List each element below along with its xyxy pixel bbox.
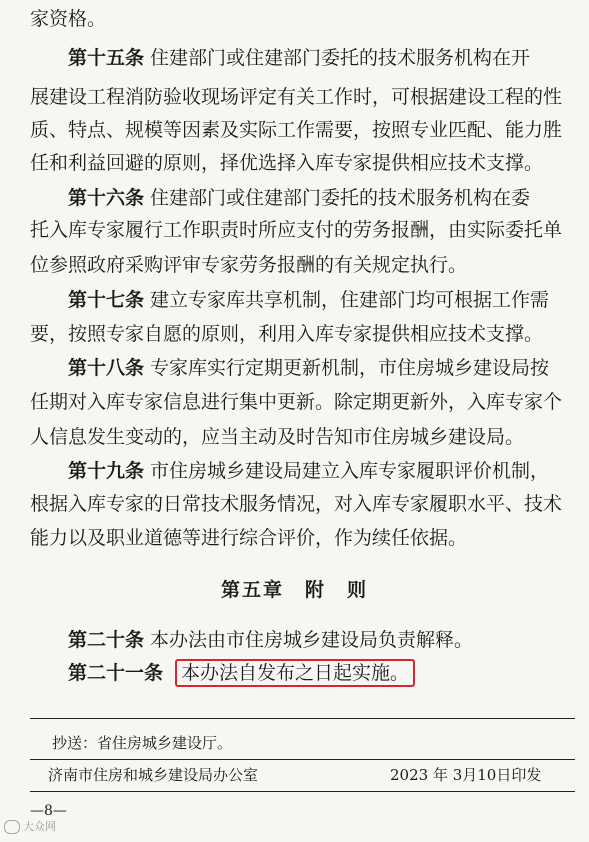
article-text: 专家库实行定期更新机制，市住房城乡建设局按	[150, 357, 550, 379]
cc-line: 抄送：省住房城乡建设厅。	[52, 734, 233, 752]
article-17	[68, 287, 575, 313]
article-21	[68, 659, 575, 689]
article-16	[68, 185, 575, 211]
article-20	[68, 627, 575, 653]
article-18	[68, 355, 575, 381]
divider	[30, 791, 575, 792]
body-line: 位参照政府采购评审专家劳务报酬的有关规定执行。	[30, 254, 468, 276]
body-line: 根据入库专家的日常技术服务情况，对入库专家履职水平、技术	[30, 493, 563, 515]
article-label: 第二十条	[68, 629, 145, 651]
article-label: 第十九条	[68, 460, 145, 482]
body-line: 要，按照专家自愿的原则，利用入库专家提供相应技术支撑。	[30, 323, 544, 345]
body-line: 展建设工程消防验收现场评定有关工作时，可根据建设工程的性	[30, 86, 563, 108]
body-line: 托入库专家履行工作职责时所应支付的劳务报酬，由实际委托单	[30, 219, 563, 241]
body-line: 人信息发生变动的，应当主动及时告知市住房城乡建设局。	[30, 426, 525, 448]
article-label: 第二十一条	[68, 662, 164, 684]
highlight-box: 本办法自发布之日起实施。	[175, 659, 415, 687]
issuer: 济南市住房和城乡建设局办公室	[48, 766, 259, 784]
article-label: 第十五条	[68, 47, 145, 69]
page-number: —8—	[30, 803, 67, 819]
article-label: 第十六条	[68, 187, 145, 209]
article-text: 住建部门或住建部门委托的技术服务机构在委	[150, 187, 531, 209]
article-text: 建立专家库共享机制，住建部门均可根据工作需	[150, 289, 550, 311]
watermark-logo-icon	[4, 820, 20, 834]
chapter-title: 第五章 附 则	[220, 579, 368, 601]
article-label: 第十八条	[68, 357, 145, 379]
watermark-text: 大众网	[23, 820, 56, 833]
article-text: 市住房城乡建设局建立入库专家履职评价机制，	[150, 460, 550, 482]
article-label: 第十七条	[68, 289, 145, 311]
article-15	[68, 45, 575, 71]
divider	[30, 718, 575, 719]
body-line: 家资格。	[30, 8, 107, 30]
body-line: 任期对入库专家信息进行集中更新。除定期更新外，入库专家个	[30, 391, 563, 413]
article-text: 本办法由市住房城乡建设局负责解释。	[150, 629, 474, 651]
watermark	[4, 818, 56, 834]
body-line: 能力以及职业道德等进行综合评价，作为续任依据。	[30, 527, 468, 549]
article-text: 住建部门或住建部门委托的技术服务机构在开	[150, 47, 531, 69]
article-19	[68, 458, 575, 484]
divider	[30, 759, 575, 760]
issue-date: 2023 年 3月10日印发	[390, 766, 542, 784]
body-line: 质、特点、规模等因素及实际工作需要，按照专业匹配、能力胜	[30, 119, 563, 141]
body-line: 任和利益回避的原则，择优选择入库专家提供相应技术支撑。	[30, 152, 544, 174]
